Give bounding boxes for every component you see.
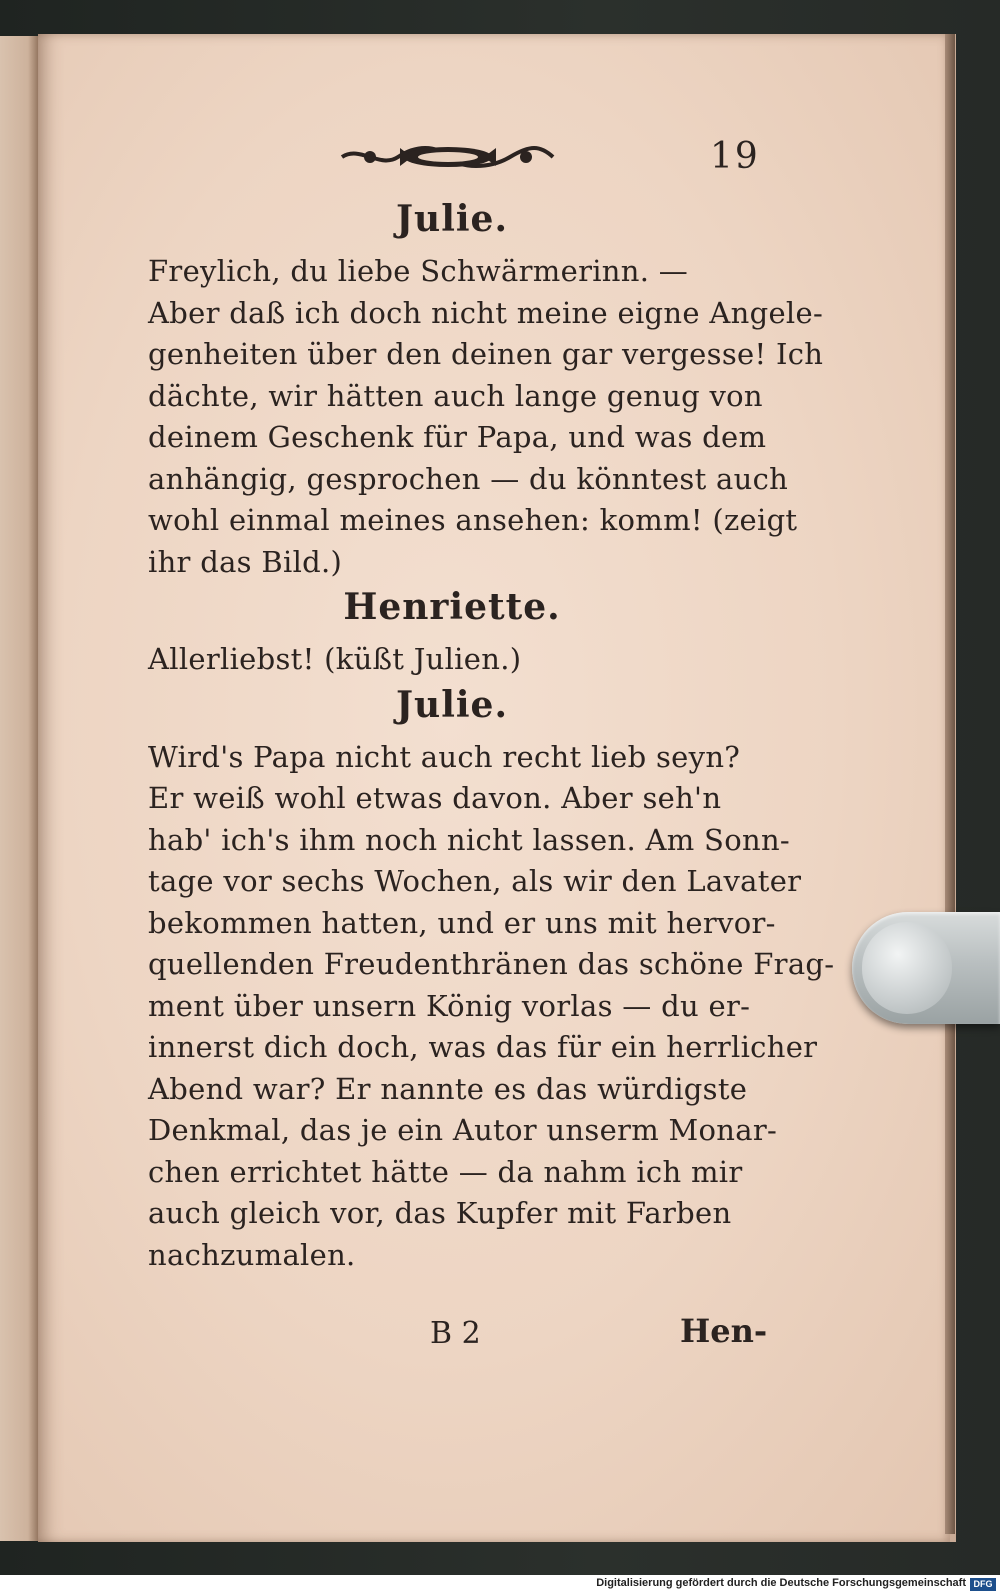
text-line: Denkmal, das je ein Autor unserm Monar-: [148, 1113, 778, 1147]
text-line: chen errichtet hätte — da nahm ich mir: [148, 1154, 743, 1189]
dfg-logo-icon: DFG: [970, 1578, 996, 1591]
text-line: Aber daß ich doch nicht meine eigne Angele-: [148, 295, 824, 330]
text-line: deinem Geschenk für Papa, und was dem: [148, 420, 767, 454]
clip-knob: [862, 922, 952, 1014]
text-line: nachzumalen.: [148, 1237, 356, 1272]
text-line: tage vor sechs Wochen, als wir den Lavater: [148, 864, 802, 898]
text-line: Allerliebst! (küßt Julien.): [148, 642, 522, 676]
text-line: wohl einmal meines ansehen: komm! (zeigt: [148, 503, 798, 537]
text-line: innerst dich doch, was das für ein herrlicher: [148, 1030, 818, 1064]
facing-page-edge: [0, 36, 43, 1541]
speaker-name: Julie.: [396, 683, 508, 726]
page-number: 19: [710, 136, 760, 177]
text-line: ihr das Bild.): [148, 544, 343, 579]
text-line: bekommen hatten, und er uns mit hervor-: [148, 905, 776, 940]
text-line: genheiten über den deinen gar vergesse! Ich: [148, 337, 824, 371]
text-line: Abend war? Er nannte es das würdigste: [148, 1071, 748, 1106]
text-line: dächte, wir hätten auch lange genug von: [148, 378, 763, 413]
page-clip: [852, 912, 1000, 1024]
text-line: quellenden Freudenthränen das schöne Frag-: [148, 947, 835, 981]
footer-credit: Digitalisierung gefördert durch die Deutsche Forschungsgemeinschaft: [596, 1577, 966, 1589]
catchword: Hen-: [680, 1312, 768, 1350]
text-line: Freylich, du liebe Schwärmerinn. —: [148, 254, 689, 288]
speaker-name: Henriette.: [343, 586, 561, 628]
text-line: Wird's Papa nicht auch recht lieb seyn?: [148, 739, 741, 774]
text-line: Er weiß wohl etwas davon. Aber seh'n: [148, 781, 722, 815]
text-line: hab' ich's ihm noch nicht lassen. Am Sonn-: [148, 822, 791, 857]
page-edge-shadow: [945, 34, 955, 1534]
signature-mark: B 2: [430, 1316, 481, 1351]
text-line: auch gleich vor, das Kupfer mit Farben: [148, 1196, 732, 1230]
text-line: anhängig, gesprochen — du könntest auch: [148, 461, 789, 496]
printer-ornament-icon: [340, 142, 555, 172]
text-line: ment über unsern König vorlas — du er-: [148, 988, 751, 1023]
speaker-name: Julie.: [396, 198, 508, 240]
